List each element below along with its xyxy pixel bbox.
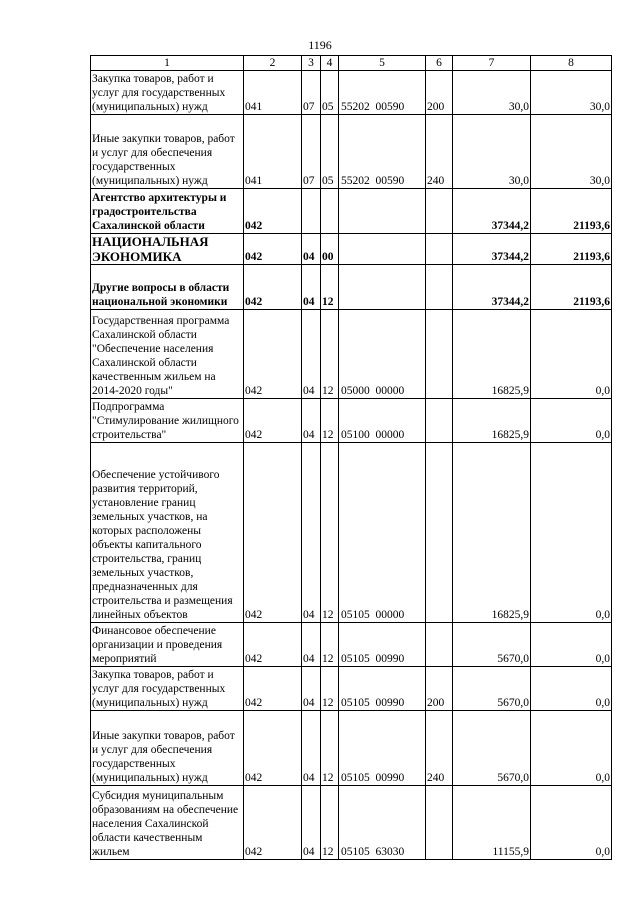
amount-col-8: 21193,6 (531, 265, 612, 310)
target-article (339, 265, 426, 310)
item-name: НАЦИОНАЛЬНАЯ ЭКОНОМИКА (91, 234, 244, 265)
header-col-2: 2 (244, 56, 302, 71)
admin-code: 042 (244, 667, 302, 711)
admin-code: 042 (244, 399, 302, 443)
item-name: Подпрограмма "Стимулирование жилищного строительства" (91, 399, 244, 443)
item-name: Другие вопросы в области национальной экономики (91, 265, 244, 310)
item-name: Обеспечение устойчивого развития территорий, установление границ земельных участков, на которых расположены объекты капитального строительства, границ земельных участков, предназначенных для строительства и размещения линейных объектов (91, 443, 244, 623)
item-name: Государственная программа Сахалинской области "Обеспечение населения Сахалинской области качественным жильем на 2014-2020 годы" (91, 310, 244, 399)
subsection-code: 12 (321, 399, 339, 443)
amount-col-8: 30,0 (531, 115, 612, 189)
admin-code: 042 (244, 265, 302, 310)
table-row (91, 786, 612, 860)
page-number: 1196 (308, 38, 332, 52)
amount-col-7: 5670,0 (453, 711, 531, 786)
header-col-7: 7 (453, 56, 531, 71)
admin-code: 042 (244, 786, 302, 860)
expense-type: 200 (426, 71, 453, 115)
subsection-code: 12 (321, 310, 339, 399)
amount-col-8: 21193,6 (531, 234, 612, 265)
item-name: Субсидия муниципальным образованиям на обеспечение населения Сахалинской области качественным жильем (91, 786, 244, 860)
target-article (339, 189, 426, 234)
section-code: 04 (302, 711, 321, 786)
expense-type (426, 443, 453, 623)
expense-type (426, 399, 453, 443)
item-name: Иные закупки товаров, работ и услуг для обеспечения государственных (муниципальных) нужд (91, 115, 244, 189)
subsection-code: 12 (321, 623, 339, 667)
amount-col-7: 37344,2 (453, 189, 531, 234)
admin-code: 041 (244, 71, 302, 115)
amount-col-8: 0,0 (531, 443, 612, 623)
amount-col-8: 0,0 (531, 667, 612, 711)
amount-col-8: 30,0 (531, 71, 612, 115)
amount-col-8: 0,0 (531, 711, 612, 786)
target-article: 55202 00590 (339, 71, 426, 115)
amount-col-7: 16825,9 (453, 443, 531, 623)
admin-code: 042 (244, 189, 302, 234)
table-row (91, 623, 612, 667)
amount-col-8: 21193,6 (531, 189, 612, 234)
amount-col-7: 37344,2 (453, 234, 531, 265)
admin-code: 042 (244, 443, 302, 623)
subsection-code: 12 (321, 711, 339, 786)
section-code: 04 (302, 667, 321, 711)
amount-col-8: 0,0 (531, 623, 612, 667)
subsection-code (321, 189, 339, 234)
item-name: Закупка товаров, работ и услуг для государственных (муниципальных) нужд (91, 71, 244, 115)
item-name: Финансовое обеспечение организации и проведения мероприятий (91, 623, 244, 667)
section-code: 04 (302, 399, 321, 443)
expense-type (426, 189, 453, 234)
admin-code: 042 (244, 711, 302, 786)
subsection-code: 12 (321, 667, 339, 711)
header-col-3: 3 (302, 56, 321, 71)
table-row (91, 115, 612, 189)
section-code: 04 (302, 443, 321, 623)
expense-type (426, 623, 453, 667)
expense-type: 200 (426, 667, 453, 711)
target-article: 05000 00000 (339, 310, 426, 399)
expense-type (426, 234, 453, 265)
amount-col-7: 30,0 (453, 115, 531, 189)
target-article: 05100 00000 (339, 399, 426, 443)
target-article: 05105 00990 (339, 667, 426, 711)
header-row (91, 56, 612, 71)
subsection-code: 05 (321, 71, 339, 115)
subsection-code: 12 (321, 265, 339, 310)
admin-code: 042 (244, 310, 302, 399)
table-row (91, 667, 612, 711)
subsection-code: 05 (321, 115, 339, 189)
expense-type: 240 (426, 115, 453, 189)
header-col-6: 6 (426, 56, 453, 71)
section-code: 04 (302, 234, 321, 265)
section-code (302, 189, 321, 234)
amount-col-8: 0,0 (531, 310, 612, 399)
amount-col-7: 37344,2 (453, 265, 531, 310)
amount-col-7: 16825,9 (453, 399, 531, 443)
admin-code: 042 (244, 623, 302, 667)
item-name: Закупка товаров, работ и услуг для государственных (муниципальных) нужд (91, 667, 244, 711)
subsection-code: 00 (321, 234, 339, 265)
item-name: Иные закупки товаров, работ и услуг для обеспечения государственных (муниципальных) нужд (91, 711, 244, 786)
target-article: 05105 00990 (339, 623, 426, 667)
amount-col-7: 5670,0 (453, 667, 531, 711)
table-row (91, 310, 612, 399)
target-article: 55202 00590 (339, 115, 426, 189)
section-code: 07 (302, 115, 321, 189)
target-article (339, 234, 426, 265)
amount-col-8: 0,0 (531, 786, 612, 860)
admin-code: 041 (244, 115, 302, 189)
subsection-code: 12 (321, 443, 339, 623)
table-row (91, 71, 612, 115)
target-article: 05105 00000 (339, 443, 426, 623)
subsection-code: 12 (321, 786, 339, 860)
expense-type: 240 (426, 711, 453, 786)
table-row (91, 443, 612, 623)
amount-col-7: 11155,9 (453, 786, 531, 860)
item-name: Агентство архитектуры и градостроительства Сахалинской области (91, 189, 244, 234)
header-col-4: 4 (321, 56, 339, 71)
table-row (91, 234, 612, 265)
expense-type (426, 786, 453, 860)
table-row (91, 399, 612, 443)
section-code: 04 (302, 786, 321, 860)
header-col-8: 8 (531, 56, 612, 71)
table-row (91, 711, 612, 786)
target-article: 05105 63030 (339, 786, 426, 860)
section-code: 04 (302, 623, 321, 667)
amount-col-8: 0,0 (531, 399, 612, 443)
expense-type (426, 265, 453, 310)
table-row (91, 265, 612, 310)
expense-type (426, 310, 453, 399)
header-col-1: 1 (91, 56, 244, 71)
header-col-5: 5 (339, 56, 426, 71)
table-row (91, 189, 612, 234)
budget-table (90, 55, 612, 860)
section-code: 04 (302, 265, 321, 310)
section-code: 07 (302, 71, 321, 115)
section-code: 04 (302, 310, 321, 399)
amount-col-7: 5670,0 (453, 623, 531, 667)
admin-code: 042 (244, 234, 302, 265)
amount-col-7: 16825,9 (453, 310, 531, 399)
target-article: 05105 00990 (339, 711, 426, 786)
amount-col-7: 30,0 (453, 71, 531, 115)
